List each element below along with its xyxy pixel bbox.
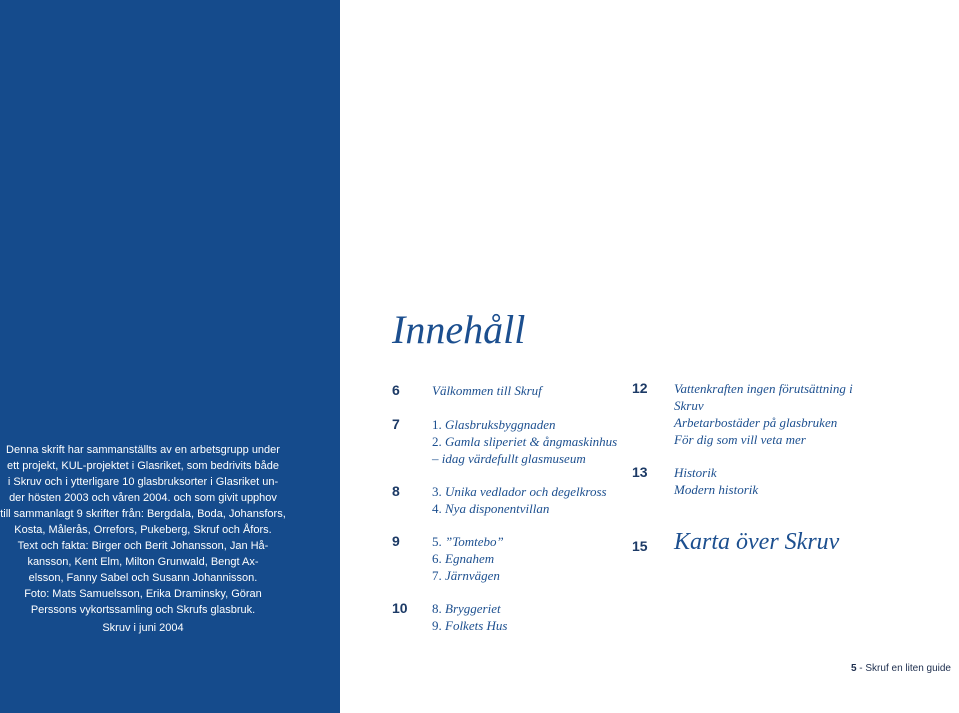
toc-line — [432, 416, 617, 433]
toc-item-text: Unika vedlador och degelkross — [445, 484, 607, 499]
toc-items — [674, 528, 839, 556]
authors-text — [0, 538, 286, 618]
toc-line — [432, 382, 542, 399]
intro-line: Kosta, Målerås, Orrefors, Pukeberg, Skruf och Åfors. — [14, 524, 272, 536]
intro-line: till sammanlagt 9 skrifter från: Bergdala, Boda, Johansfors, — [0, 508, 286, 520]
toc-item-number: 6. — [432, 551, 442, 566]
toc-line — [432, 600, 507, 617]
toc-items — [432, 416, 617, 467]
toc-line — [674, 528, 839, 556]
toc-items — [432, 533, 504, 584]
toc-item-text: Vattenkraften ingen förutsättning i — [674, 381, 853, 396]
footer-text: - Skruf en liten guide — [856, 663, 951, 674]
toc-page-number: 6 — [392, 382, 400, 398]
contents-page — [340, 0, 959, 713]
toc-page-number: 10 — [392, 600, 408, 616]
toc-line — [432, 617, 507, 634]
toc-items — [432, 600, 507, 634]
intro-line: ett projekt, KUL-projektet i Glasriket, som bedrivits både — [6, 460, 280, 472]
toc-items — [432, 382, 542, 399]
toc-item-text: Arbetarbostäder på glasbruken — [674, 415, 838, 430]
toc-page-number: 13 — [632, 464, 648, 480]
left-panel — [0, 0, 340, 713]
toc-line — [674, 380, 853, 397]
toc-item-text: Modern historik — [674, 482, 759, 497]
date-text — [0, 620, 286, 636]
authors-line: kansson, Kent Elm, Milton Grunwald, Bengt Ax- — [27, 556, 259, 568]
toc-line — [674, 481, 758, 498]
toc-line — [432, 550, 504, 567]
toc-item-number: 4. — [432, 501, 442, 516]
toc-page-number: 7 — [392, 416, 400, 432]
toc-item-text: Karta över Skruv — [674, 529, 840, 555]
toc-line — [432, 533, 504, 550]
toc-line — [432, 483, 607, 500]
toc-item-text: – idag värdefullt glasmuseum — [432, 451, 586, 466]
toc-page-number: 9 — [392, 533, 400, 549]
toc-line — [432, 500, 607, 517]
authors-line: Perssons vykortssamling och Skrufs glasbruk. — [30, 604, 256, 616]
toc-items — [432, 483, 607, 517]
toc-page-number: 12 — [632, 380, 648, 396]
toc-items — [674, 464, 758, 498]
authors-line: Text och fakta: Birger och Berit Johansson, Jan Hå- — [17, 540, 269, 552]
intro-text — [0, 442, 286, 538]
toc-line — [432, 567, 504, 584]
toc-item-number: 9. — [432, 618, 442, 633]
toc-item-text: Skruv — [674, 398, 704, 413]
toc-item-number: 7. — [432, 568, 442, 583]
toc-items — [674, 380, 853, 448]
toc-page-number: 8 — [392, 483, 400, 499]
toc-item-text: Folkets Hus — [445, 618, 508, 633]
toc-item-number: 3. — [432, 484, 442, 499]
authors-line: Foto: Mats Samuelsson, Erika Draminsky, Göran — [24, 588, 262, 600]
toc-line — [432, 433, 617, 450]
toc-line — [674, 464, 758, 481]
toc-item-number: 5. — [432, 534, 442, 549]
toc-item-text: Välkommen till Skruf — [432, 383, 542, 398]
toc-item-text: Historik — [674, 465, 717, 480]
toc-item-text: Bryggeriet — [445, 601, 501, 616]
toc-line — [432, 450, 617, 467]
intro-line: der hösten 2003 och våren 2004. och som givit upphov — [9, 492, 277, 504]
page-title: Innehåll — [392, 307, 526, 352]
date-line: Skruv i juni 2004 — [102, 622, 184, 634]
toc-item-text: Nya disponentvillan — [445, 501, 550, 516]
toc-line — [674, 397, 853, 414]
page-footer — [851, 663, 951, 674]
authors-line: elsson, Fanny Sabel och Susann Johannisson. — [28, 572, 258, 584]
toc-item-text: Glasbruksbyggnaden — [445, 417, 556, 432]
toc-line — [674, 431, 853, 448]
toc-item-text: Järnvägen — [445, 568, 500, 583]
toc-item-number: 8. — [432, 601, 442, 616]
toc-item-number: 1. — [432, 417, 442, 432]
toc-item-text: Egnahem — [445, 551, 495, 566]
intro-line: Denna skrift har sammanställts av en arbetsgrupp under — [6, 444, 280, 456]
intro-line: i Skruv och i ytterligare 10 glasbruksorter i Glasriket un- — [7, 476, 279, 488]
toc-item-number: 2. — [432, 434, 442, 449]
toc-item-text: För dig som vill veta mer — [674, 432, 806, 447]
footer-page-number: 5 — [850, 663, 857, 674]
toc-line — [674, 414, 853, 431]
toc-item-text: ”Tomtebo” — [445, 534, 504, 549]
toc-item-text: Gamla sliperiet & ångmaskinhus — [445, 434, 618, 449]
toc-page-number: 15 — [632, 538, 648, 554]
